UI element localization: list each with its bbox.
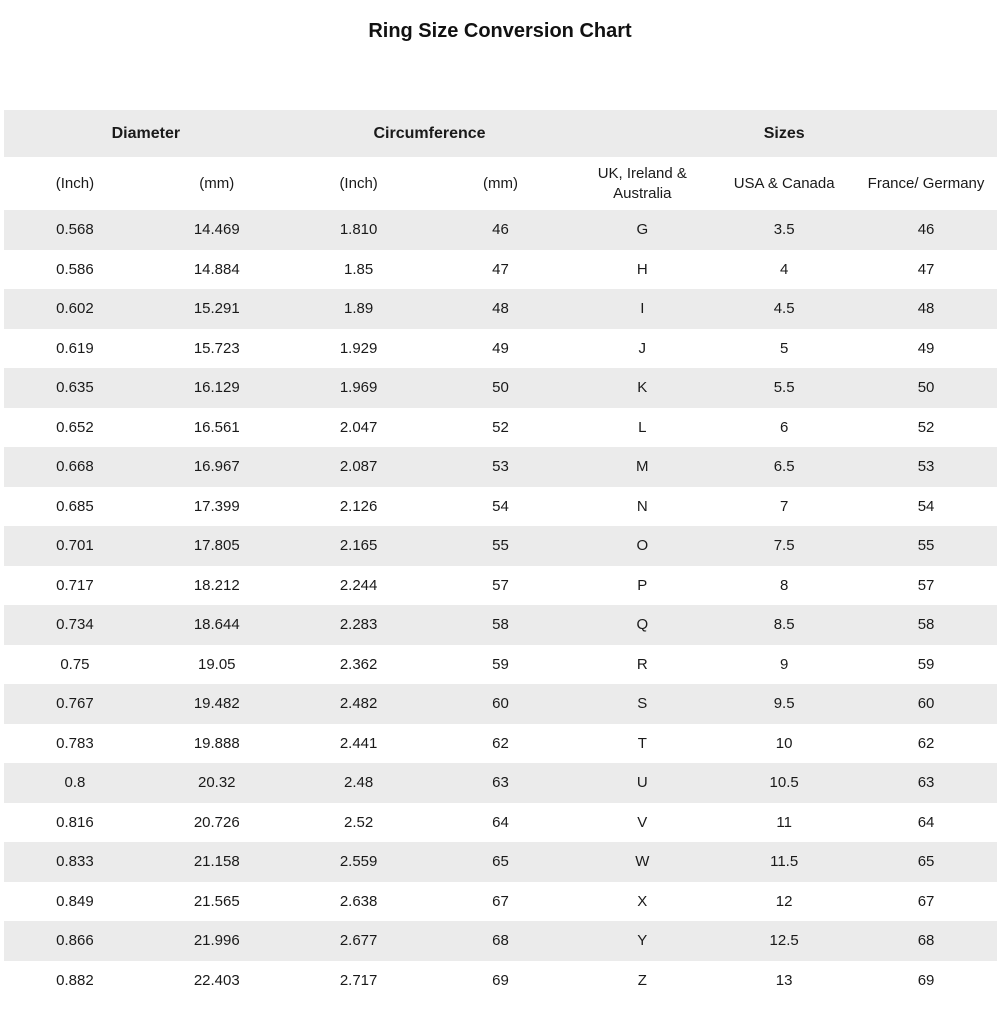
table-cell: 50 — [430, 368, 572, 408]
table-cell: Z — [571, 961, 713, 1001]
table-cell: 17.399 — [146, 487, 288, 527]
table-cell: 17.805 — [146, 526, 288, 566]
table-cell: 57 — [855, 566, 997, 606]
table-cell: 2.087 — [288, 447, 430, 487]
table-cell: 0.701 — [4, 526, 146, 566]
table-header — [4, 110, 997, 210]
table-cell: 64 — [430, 803, 572, 843]
table-cell: 2.244 — [288, 566, 430, 606]
table-cell: S — [571, 684, 713, 724]
table-row — [4, 487, 997, 527]
table-cell: 0.833 — [4, 842, 146, 882]
table-cell: 58 — [430, 605, 572, 645]
table-cell: 12 — [713, 882, 855, 922]
table-cell: 0.635 — [4, 368, 146, 408]
table-cell: V — [571, 803, 713, 843]
table-cell: 2.677 — [288, 921, 430, 961]
table-cell: 49 — [855, 329, 997, 369]
table-cell: 9.5 — [713, 684, 855, 724]
table-cell: 20.32 — [146, 763, 288, 803]
column-header-2: (Inch) — [288, 157, 430, 210]
table-cell: 3.5 — [713, 210, 855, 250]
table-cell: G — [571, 210, 713, 250]
table-cell: 16.129 — [146, 368, 288, 408]
column-header-1: (mm) — [146, 157, 288, 210]
table-row — [4, 961, 997, 1001]
table-cell: 15.291 — [146, 289, 288, 329]
table-cell: 21.565 — [146, 882, 288, 922]
table-cell: 2.52 — [288, 803, 430, 843]
table-group-header-row — [4, 110, 997, 157]
table-cell: 0.75 — [4, 645, 146, 685]
table-row — [4, 329, 997, 369]
table-cell: U — [571, 763, 713, 803]
table-cell: 2.165 — [288, 526, 430, 566]
table-cell: 1.810 — [288, 210, 430, 250]
table-cell: 62 — [430, 724, 572, 764]
table-cell: H — [571, 250, 713, 290]
table-cell: 63 — [430, 763, 572, 803]
table-cell: 64 — [855, 803, 997, 843]
table-cell: 4 — [713, 250, 855, 290]
table-cell: 8 — [713, 566, 855, 606]
table-row — [4, 921, 997, 961]
table-cell: 59 — [430, 645, 572, 685]
table-cell: 6 — [713, 408, 855, 448]
group-header-circumference: Circumference — [288, 110, 572, 157]
table-cell: 19.05 — [146, 645, 288, 685]
table-cell: 2.283 — [288, 605, 430, 645]
table-cell: 2.638 — [288, 882, 430, 922]
table-cell: 0.685 — [4, 487, 146, 527]
table-column-header-row — [4, 157, 997, 210]
table-cell: 58 — [855, 605, 997, 645]
table-cell: 67 — [430, 882, 572, 922]
table-cell: 46 — [855, 210, 997, 250]
table-cell: 52 — [855, 408, 997, 448]
table-cell: 57 — [430, 566, 572, 606]
table-cell: 14.469 — [146, 210, 288, 250]
group-header-sizes: Sizes — [571, 110, 997, 157]
table-cell: X — [571, 882, 713, 922]
table-cell: 14.884 — [146, 250, 288, 290]
table-cell: 20.726 — [146, 803, 288, 843]
table-cell: 69 — [430, 961, 572, 1001]
table-cell: 0.8 — [4, 763, 146, 803]
table-cell: J — [571, 329, 713, 369]
column-header-3: (mm) — [430, 157, 572, 210]
table-row — [4, 408, 997, 448]
table-cell: 21.158 — [146, 842, 288, 882]
table-row — [4, 684, 997, 724]
table-cell: W — [571, 842, 713, 882]
table-cell: 0.586 — [4, 250, 146, 290]
table-cell: 55 — [855, 526, 997, 566]
table-cell: 47 — [430, 250, 572, 290]
table-cell: 0.767 — [4, 684, 146, 724]
table-cell: 53 — [855, 447, 997, 487]
table-cell: 65 — [855, 842, 997, 882]
table-row — [4, 803, 997, 843]
table-cell: 7.5 — [713, 526, 855, 566]
table-cell: 11.5 — [713, 842, 855, 882]
table-row — [4, 605, 997, 645]
table-cell: 0.783 — [4, 724, 146, 764]
table-cell: 63 — [855, 763, 997, 803]
column-header-6: France/ Germany — [855, 157, 997, 210]
table-cell: 0.849 — [4, 882, 146, 922]
table-cell: 65 — [430, 842, 572, 882]
table-cell: 5 — [713, 329, 855, 369]
column-header-5: USA & Canada — [713, 157, 855, 210]
table-cell: 6.5 — [713, 447, 855, 487]
table-cell: O — [571, 526, 713, 566]
table-row — [4, 566, 997, 606]
table-cell: 16.561 — [146, 408, 288, 448]
table-cell: P — [571, 566, 713, 606]
table-row — [4, 289, 997, 329]
table-cell: T — [571, 724, 713, 764]
table-row — [4, 250, 997, 290]
table-cell: 19.482 — [146, 684, 288, 724]
table-cell: 5.5 — [713, 368, 855, 408]
table-cell: 62 — [855, 724, 997, 764]
table-cell: 0.717 — [4, 566, 146, 606]
table-cell: 47 — [855, 250, 997, 290]
table-cell: 55 — [430, 526, 572, 566]
table-body — [4, 210, 997, 1000]
table-cell: 0.602 — [4, 289, 146, 329]
table-cell: Y — [571, 921, 713, 961]
table-row — [4, 645, 997, 685]
table-cell: Q — [571, 605, 713, 645]
page-title: Ring Size Conversion Chart — [368, 20, 632, 42]
table-cell: 60 — [430, 684, 572, 724]
table-cell: 1.929 — [288, 329, 430, 369]
table-cell: I — [571, 289, 713, 329]
table-cell: 12.5 — [713, 921, 855, 961]
table-cell: 2.047 — [288, 408, 430, 448]
table-cell: 2.717 — [288, 961, 430, 1001]
table-cell: 53 — [430, 447, 572, 487]
table-cell: 68 — [430, 921, 572, 961]
table-cell: 2.559 — [288, 842, 430, 882]
table-cell: 2.362 — [288, 645, 430, 685]
page — [0, 20, 1000, 989]
column-header-4: UK, Ireland & Australia — [571, 157, 713, 210]
table-cell: 54 — [430, 487, 572, 527]
table-cell: 22.403 — [146, 961, 288, 1001]
table-cell: 68 — [855, 921, 997, 961]
table-cell: 67 — [855, 882, 997, 922]
table-cell: 0.882 — [4, 961, 146, 1001]
table-cell: 59 — [855, 645, 997, 685]
table-cell: 60 — [855, 684, 997, 724]
table-cell: 0.866 — [4, 921, 146, 961]
table-cell: 13 — [713, 961, 855, 1001]
table-cell: 54 — [855, 487, 997, 527]
table-cell: 10.5 — [713, 763, 855, 803]
table-cell: N — [571, 487, 713, 527]
table-cell: 0.734 — [4, 605, 146, 645]
table-cell: 1.85 — [288, 250, 430, 290]
table-cell: 21.996 — [146, 921, 288, 961]
table-cell: 19.888 — [146, 724, 288, 764]
table-row — [4, 763, 997, 803]
table-cell: 10 — [713, 724, 855, 764]
table-cell: 50 — [855, 368, 997, 408]
table-cell: 18.644 — [146, 605, 288, 645]
table-row — [4, 724, 997, 764]
table-cell: 9 — [713, 645, 855, 685]
table-cell: R — [571, 645, 713, 685]
table-cell: 2.482 — [288, 684, 430, 724]
table-cell: 7 — [713, 487, 855, 527]
ring-size-conversion-table — [4, 110, 997, 1000]
table-cell: 0.568 — [4, 210, 146, 250]
table-cell: 15.723 — [146, 329, 288, 369]
table-cell: 48 — [430, 289, 572, 329]
table-cell: M — [571, 447, 713, 487]
table-cell: 0.652 — [4, 408, 146, 448]
table-row — [4, 526, 997, 566]
table-row — [4, 842, 997, 882]
table-cell: 48 — [855, 289, 997, 329]
table-cell: 69 — [855, 961, 997, 1001]
table-cell: 0.668 — [4, 447, 146, 487]
table-cell: L — [571, 408, 713, 448]
table-cell: 18.212 — [146, 566, 288, 606]
table-cell: 8.5 — [713, 605, 855, 645]
group-header-diameter: Diameter — [4, 110, 288, 157]
table-cell: 11 — [713, 803, 855, 843]
column-header-0: (Inch) — [4, 157, 146, 210]
table-cell: 2.441 — [288, 724, 430, 764]
table-cell: 2.126 — [288, 487, 430, 527]
table-cell: 49 — [430, 329, 572, 369]
table-cell: 52 — [430, 408, 572, 448]
table-cell: K — [571, 368, 713, 408]
table-cell: 1.969 — [288, 368, 430, 408]
table-cell: 2.48 — [288, 763, 430, 803]
table-row — [4, 368, 997, 408]
table-row — [4, 210, 997, 250]
table-cell: 16.967 — [146, 447, 288, 487]
table-cell: 46 — [430, 210, 572, 250]
table-cell: 1.89 — [288, 289, 430, 329]
table-cell: 0.816 — [4, 803, 146, 843]
table-row — [4, 882, 997, 922]
table-cell: 0.619 — [4, 329, 146, 369]
table-row — [4, 447, 997, 487]
table-cell: 4.5 — [713, 289, 855, 329]
